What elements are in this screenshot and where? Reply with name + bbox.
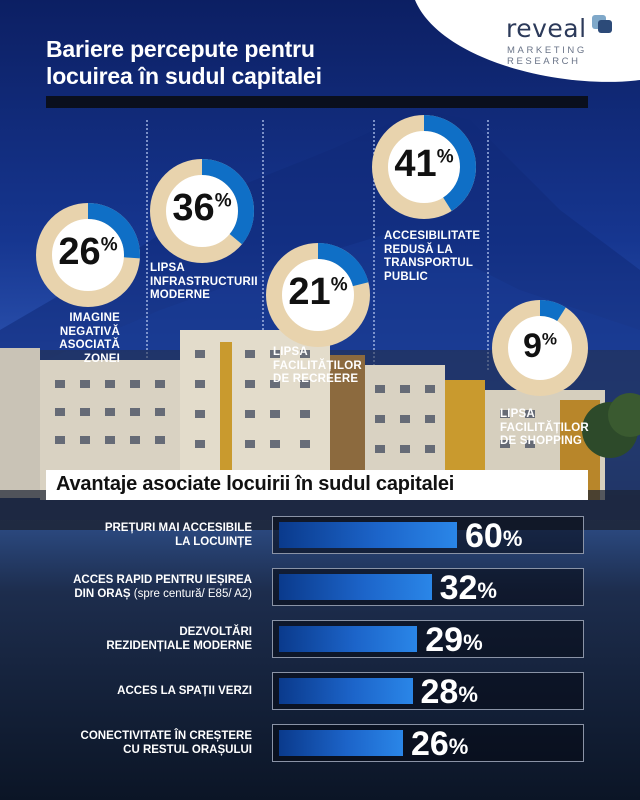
- donut-label: [500, 408, 589, 449]
- title-line-2: locuirea în sudul capitalei: [46, 63, 322, 89]
- bar-label: [81, 729, 252, 757]
- bar-value-number: 32: [439, 569, 478, 607]
- bar: [279, 678, 413, 704]
- donut-label-line: ZONEI: [83, 352, 120, 365]
- donut-value-unit: %: [330, 274, 348, 296]
- bar-label-line: ACCES LA SPAȚII VERZI: [117, 685, 252, 697]
- donut-label-line: LIPSA: [500, 408, 535, 420]
- donut-label-line: TRANSPORTUL: [384, 257, 474, 269]
- donut-label-line: MODERNE: [150, 289, 211, 301]
- donut-label-line: DE RECREERE: [273, 373, 359, 385]
- bar-label-line: PREȚURI MAI ACCESIBILE: [104, 522, 252, 534]
- bar-label: [106, 625, 252, 653]
- logo-subtitle-1: MARKETING: [507, 45, 587, 56]
- bar-frame: [272, 568, 584, 606]
- logo-mark-icon: [590, 13, 614, 35]
- bar-value-unit: %: [477, 578, 497, 603]
- donut-label-line: NEGATIVĂ: [59, 325, 120, 338]
- donut-label-line: LIPSA: [150, 262, 185, 274]
- bar-label-line: [81, 743, 252, 757]
- donut-label-line: FACILITĂȚILOR: [273, 359, 362, 372]
- donut-value: [162, 187, 242, 230]
- donut-value: [384, 143, 464, 186]
- donut-value-number: 21: [288, 271, 331, 314]
- donut-label-line: INFRASTRUCTURII: [150, 275, 258, 288]
- bar-label-text: CU RESTUL ORAȘULUI: [123, 744, 252, 756]
- bar-label: [105, 521, 252, 549]
- bar: [279, 730, 403, 756]
- donut-label-line: REDUSĂ LA: [384, 243, 453, 256]
- section-title: Avantaje asociate locuirii în sudul capitalei: [56, 473, 455, 495]
- bar-label-line: CONECTIVITATE ÎN CREȘTERE: [80, 730, 252, 742]
- donut-value: [500, 327, 580, 366]
- bar-frame: [272, 724, 584, 762]
- title-line-1: Bariere percepute pentru: [46, 36, 315, 62]
- bar-value-unit: %: [502, 526, 523, 551]
- title-divider-bar: [46, 96, 588, 108]
- bar-label-text: LA LOCUINȚE: [175, 536, 252, 548]
- page-title: [46, 36, 322, 90]
- bar-value-unit: %: [463, 630, 483, 655]
- bar-label: [73, 573, 252, 601]
- donut-value: [278, 271, 358, 314]
- donut-label: [59, 312, 120, 366]
- logo-word: reveal: [506, 14, 587, 43]
- donut-value-unit: %: [541, 329, 558, 349]
- donut-label-line: FACILITĂȚILOR: [500, 421, 589, 434]
- donut-label-line: ACCESIBILITATE: [384, 230, 481, 242]
- donut-label-line: IMAGINE: [69, 312, 120, 324]
- bar-value-number: 60: [465, 517, 503, 555]
- donut-label-line: LIPSA: [273, 346, 308, 358]
- bar-value: [411, 725, 468, 763]
- logo-subtitle-2: RESEARCH: [507, 56, 581, 67]
- bar-value: [425, 621, 482, 659]
- bar-value-number: 29: [425, 621, 464, 659]
- bar-label-line: [73, 587, 252, 601]
- bar: [279, 522, 457, 548]
- bar-label-text: REZIDENȚIALE MODERNE: [106, 640, 252, 652]
- donut-label-line: PUBLIC: [384, 270, 429, 283]
- bar-value-number: 28: [420, 673, 459, 711]
- donut-label: [384, 230, 480, 284]
- bar-value: [465, 517, 522, 555]
- bar-value-unit: %: [448, 734, 469, 759]
- bar-label: [117, 684, 252, 698]
- donut-value-number: 36: [172, 187, 215, 230]
- donut-label: [150, 262, 258, 303]
- bar-label-text: DIN ORAȘ: [74, 588, 131, 600]
- donut-value-number: 41: [394, 143, 437, 186]
- bar-label-line: [105, 535, 252, 549]
- bar-value-unit: %: [458, 682, 478, 707]
- bar-frame: [272, 516, 584, 554]
- donut-label: [273, 346, 362, 387]
- bar-frame: [272, 672, 584, 710]
- bar: [279, 574, 432, 600]
- bar-value: [421, 673, 478, 711]
- bar-label-line: [106, 639, 252, 653]
- bar-label-line: ACCES RAPID PENTRU IEȘIREA: [73, 574, 252, 586]
- bar-label-line: DEZVOLTĂRI: [179, 626, 252, 638]
- donut-label-line: ASOCIATĂ: [59, 339, 120, 351]
- bar-label-note: (spre centură/ E85/ A2): [130, 588, 252, 600]
- bar-frame: [272, 620, 584, 658]
- bar-value-number: 26: [410, 725, 449, 763]
- donut-value-number: 9: [522, 326, 542, 365]
- bar: [279, 626, 417, 652]
- donut-label-line: DE SHOPPING: [500, 435, 583, 447]
- bar-value: [440, 569, 497, 607]
- donut-value: [48, 231, 128, 274]
- donut-value-unit: %: [214, 190, 232, 212]
- donut-value-unit: %: [436, 146, 454, 168]
- donut-value-number: 26: [58, 231, 101, 274]
- donut-value-unit: %: [100, 234, 118, 256]
